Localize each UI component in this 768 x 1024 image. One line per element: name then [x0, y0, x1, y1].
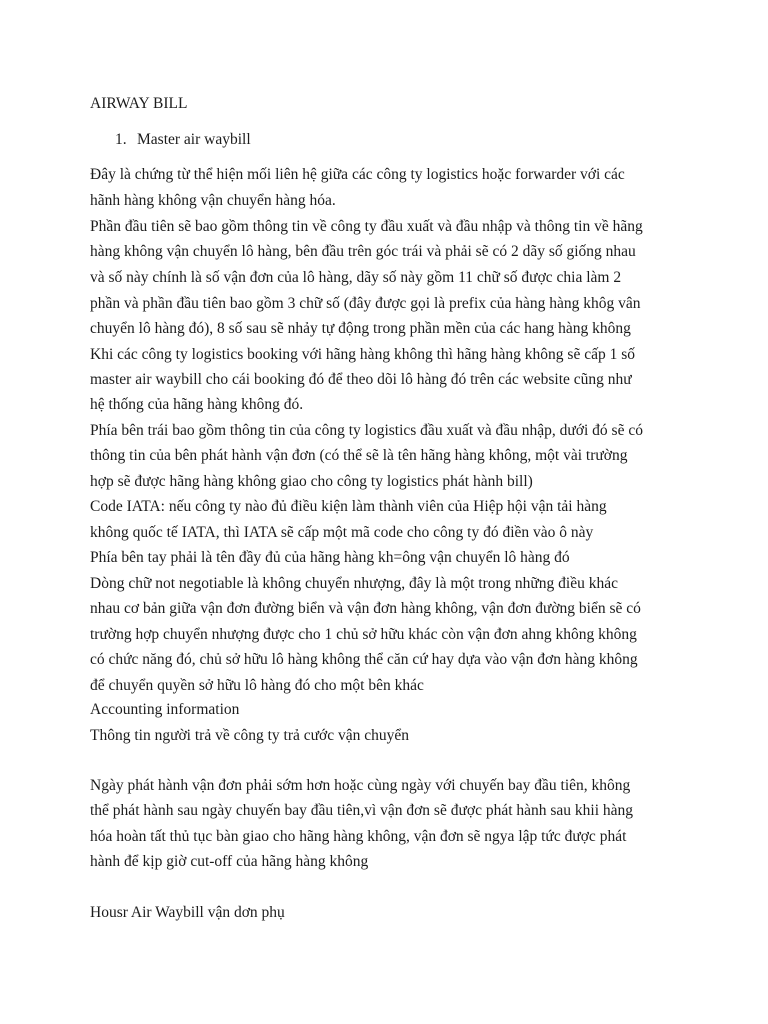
paragraph-line: chuyển lô hàng đó), 8 số sau sẽ nhảy tự động trong phần mền của các hang hàng không: [90, 320, 631, 337]
section-heading: Accounting information: [90, 701, 240, 718]
paragraph-line: Dòng chữ not negotiable là không chuyển nhượng, đây là một trong những điều khác: [90, 575, 618, 592]
paragraph-line: và số này chính là số vận đơn của lô hàng, dãy số này gồm 11 chữ số được chia làm 2: [90, 269, 622, 286]
paragraph-line: Khi các công ty logistics booking với hãng hàng không thì hãng hàng không sẽ cấp 1 số: [90, 346, 636, 363]
paragraph-line: nhau cơ bản giữa vận đơn đường biển và vận đơn hàng không, vận đơn đường biển sẽ có: [90, 600, 641, 617]
paragraph-line: hợp sẽ được hãng hàng không giao cho công ty logistics phát hành bill): [90, 473, 533, 490]
document-title: AIRWAY BILL: [90, 95, 188, 112]
paragraph-line: hóa hoàn tất thủ tục bàn giao cho hãng hàng không, vận đơn sẽ ngya lập tức được phát: [90, 828, 627, 845]
paragraph-line: phần và phần đầu tiên bao gồm 3 chữ số (đây được gọi là prefix của hàng hàng khôg vân: [90, 295, 641, 312]
paragraph-line: để chuyển quyền sở hữu lô hàng đó cho một bên khác: [90, 677, 424, 694]
paragraph-line: hàng không vận chuyển lô hàng, bên đầu trên góc trái và phải sẽ có 2 dãy số giống nhau: [90, 243, 636, 260]
section-heading: Housr Air Waybill vận dơn phụ: [90, 904, 285, 921]
paragraph-line: trường hợp chuyển nhượng được cho 1 chủ sở hữu khác còn vận đơn ahng không không: [90, 626, 637, 643]
paragraph-line: thể phát hành sau ngày chuyến bay đầu tiên,vì vận đơn sẽ được phát hành sau khii hàng: [90, 802, 634, 819]
paragraph-line: Thông tin người trả về công ty trả cước vận chuyển: [90, 727, 409, 744]
paragraph-line: Phần đầu tiên sẽ bao gồm thông tin về công ty đầu xuất và đầu nhập và thông tin về hãng: [90, 218, 643, 235]
paragraph-line: Phía bên trái bao gồm thông tin của công ty logistics đầu xuất và đầu nhập, dưới đó sẽ có: [90, 422, 643, 439]
list-item-number: 1.: [115, 131, 127, 148]
paragraph-line: Phía bên tay phải là tên đầy đủ của hãng hàng kh=ông vận chuyển lô hàng đó: [90, 549, 570, 566]
paragraph-line: không quốc tế IATA, thì IATA sẽ cấp một mã code cho công ty đó điền vào ô này: [90, 524, 594, 541]
paragraph-line: thông tin của bên phát hành vận đơn (có thể sẽ là tên hãng hàng không, một vài trường: [90, 447, 628, 464]
paragraph-line: Ngày phát hành vận đơn phải sớm hơn hoặc cùng ngày với chuyến bay đầu tiên, không: [90, 777, 631, 794]
paragraph-line: hãnh hàng không vận chuyển hàng hóa.: [90, 192, 336, 209]
paragraph-line: có chức năng đó, chủ sở hữu lô hàng không thể căn cứ hay dựa vào vận đơn hàng không: [90, 651, 638, 668]
paragraph-line: hệ thống của hãng hàng không đó.: [90, 396, 304, 413]
paragraph-line: master air waybill cho cái booking đó để theo dõi lô hàng đó trên các website cũng như: [90, 371, 632, 388]
paragraph-line: hành để kịp giờ cut-off của hãng hàng không: [90, 853, 369, 870]
paragraph-line: Code IATA: nếu công ty nào đủ điều kiện làm thành viên của Hiệp hội vận tải hàng: [90, 498, 607, 515]
list-item-text: Master air waybill: [137, 131, 251, 148]
paragraph-line: Đây là chứng từ thể hiện mối liên hệ giữa các công ty logistics hoặc forwarder với các: [90, 166, 625, 183]
